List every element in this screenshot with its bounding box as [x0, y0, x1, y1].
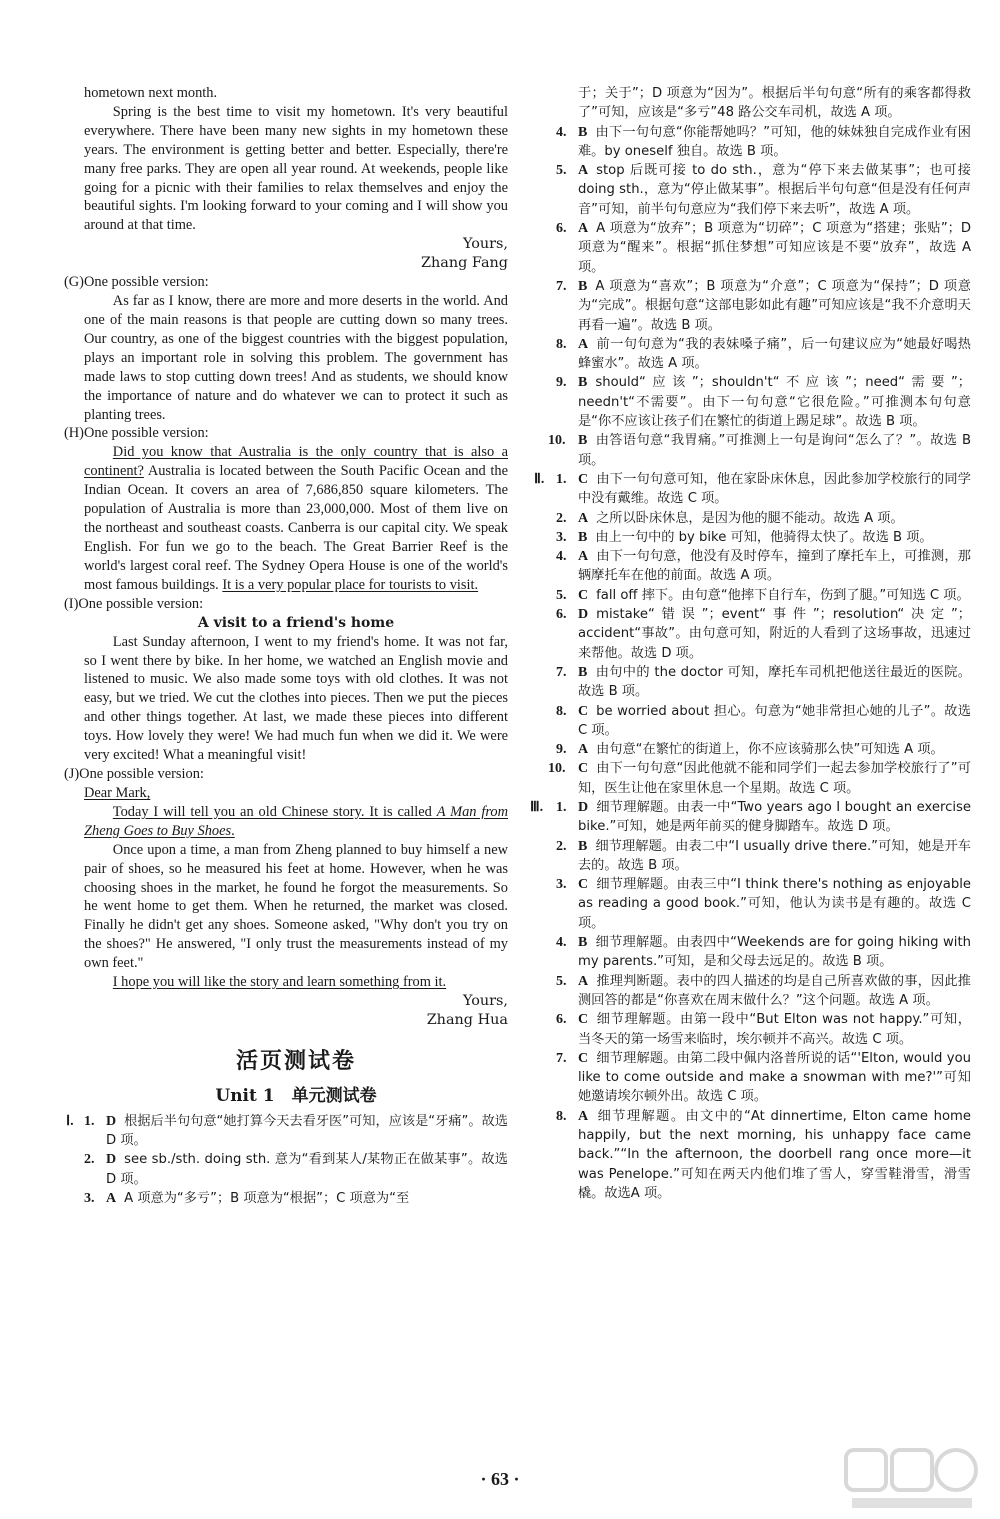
- answer-item: [556, 547, 971, 586]
- answer-key: A: [578, 742, 589, 758]
- essay-j-p3: I hope you will like the story and learn something from it.: [112, 974, 447, 991]
- answer-item: [548, 431, 971, 470]
- essay-i-paragraph: Last Sunday afternoon, I went to my friend's home. It was not far, so I went there by bike. In her home, we watched an English movie and listened to music. We also made some toys with old clothes. It was not easy, but we tried. We cut the clothes into pieces. Then we put the pieces and other things together. At last, we made these pieces into different toys. How lovely they were! We had much fun when we did it. We were very excited! What a meaningful visit!: [84, 633, 508, 764]
- answer-key: C: [578, 761, 589, 777]
- answer-explanation: 之所以卧床休息，是因为他的腿不能动。故选 A 项。: [596, 510, 904, 526]
- answer-number: 6.: [556, 221, 567, 237]
- answer-explanation: 由答语句意“我胃痛。”可推测上一句是询问“怎么了？”。故选 B 项。: [578, 433, 971, 468]
- answer-key: D: [106, 1113, 117, 1129]
- section-3-numeral: Ⅲ.: [530, 799, 544, 815]
- essay-j-p1-a: Today I will tell you an old Chinese story. It is called: [112, 803, 437, 820]
- essay-h-paragraph: [84, 443, 508, 594]
- signature-closing: Yours,: [462, 992, 508, 1009]
- answer-explanation: see sb./sth. doing sth. 意为“看到某人/某物正在做某事”。故选 D 项。: [106, 1152, 508, 1187]
- section-2-numeral: Ⅱ.: [534, 471, 545, 487]
- answer-number: 1.: [84, 1113, 95, 1129]
- answer-number: 10.: [548, 433, 566, 449]
- answer-explanation: should“应该”；shouldn't“不应该”；need“需要”；needn't“不需要”。由下一句句意“它很危险。”可推测本句句意是“你不应该让孩子们在繁忙的街道上踢足球”。故选 B 项。: [578, 375, 971, 430]
- essay-i: [84, 633, 508, 765]
- answer-explanation: 由上一句中的 by bike 可知，他骑得太快了。故选 B 项。: [595, 529, 933, 545]
- essay-h-label: (H)One possible version:: [64, 425, 209, 442]
- answer-explanation: 根据后半句句意“她打算今天去看牙医”可知，应该是“牙痛”。故选 D 项。: [106, 1113, 508, 1149]
- answer-number: 1.: [556, 799, 567, 815]
- essay-g-label: (G)One possible version:: [64, 274, 209, 291]
- answer-key: B: [578, 124, 588, 140]
- answer-key: C: [578, 1012, 589, 1028]
- answer-explanation: be worried about 担心。句意为“她非常担心她的儿子”。故选 C 项。: [578, 703, 971, 738]
- answer-item: [556, 277, 971, 335]
- answer-explanation: A 项意为“放弃”；B 项意为“切碎”；C 项意为“搭建；张贴”；D 项意为“醒来”。根据“抓住梦想”可知应该是不要“放弃”，故选 A 项。: [578, 221, 971, 275]
- answer-stamp-icon: [842, 1444, 982, 1514]
- answer-number: 4.: [556, 549, 567, 565]
- answer-key: A: [578, 1108, 589, 1124]
- answer-explanation: fall off 摔下。由句意“他摔下自行车，伤到了腿。”可知选 C 项。: [596, 587, 970, 603]
- answer-explanation: 细节理解题。由表四中“Weekends are for going hiking with my parents.”可知，是和父母去远足的。故选 B 项。: [578, 935, 971, 970]
- answer-explanation: 前一句句意为“我的表妹嗓子痛”，后一句建议应为“她最好喝热蜂蜜水”。故选 A 项。: [578, 336, 971, 372]
- answer-number: 2.: [556, 838, 567, 854]
- answer-explanation: A 项意为“多亏”；B 项意为“根据”；C 项意为“至: [124, 1190, 410, 1206]
- answer-number: 7.: [556, 664, 567, 680]
- answer-explanation: 细节理解题。由第一段中“But Elton was not happy.”可知，当冬天的第一场雪来临时，埃尔顿并不高兴。故选 C 项。: [578, 1012, 971, 1047]
- essay-j-story-title: A Man from Zheng Goes to Buy Shoes: [84, 803, 508, 839]
- answer-key: C: [578, 877, 589, 893]
- essay-f-line-1: hometown next month.: [84, 85, 218, 101]
- answer-number: 7.: [556, 1050, 567, 1066]
- essay-f-paragraph: Spring is the best time to visit my hometown. It's very beautiful everywhere. There have been many new sights in my hometown these years. The environment is getting better and better. Especially, there're many free parks. They are open all year round. At weekends, people like going for a picnic with their families to relax themselves and enjoy the beautiful sights. I'm looking forward to your coming and I will show you around at that time.: [84, 103, 508, 234]
- answer-number: 1.: [556, 471, 567, 487]
- essay-h-underlined-open: Did you know that Australia is the only country that is also a continent?: [84, 444, 508, 480]
- answer-item: [556, 509, 971, 528]
- answer-number: 9.: [556, 742, 567, 758]
- answer-explanation: 由下一句句意“因此他就不能和同学们一起去参加学校旅行了”可知，医生让他在家里休息一个星期。故选 C 项。: [578, 761, 971, 796]
- answer-item: [556, 837, 971, 876]
- essay-j-paragraph-2: Once upon a time, a man from Zheng planned to buy himself a new pair of shoes, so he measured his feet at home. However, when he was choosing shoes in the market, he found he forgot the measurements. So he went home to get them. When he returned, the market was closed. Finally he didn't get any shoes. Someone asked, "Why don't you try on the shoes?" He answered, "I only trust the measurements instead of my own feet.": [84, 841, 508, 972]
- signature-name: Zhang Hua: [426, 1011, 508, 1028]
- answer-item: [556, 740, 971, 759]
- answer-item: [556, 605, 971, 663]
- answer-key: D: [578, 607, 589, 623]
- essay-g: [84, 292, 508, 424]
- answer-number: 2.: [556, 510, 567, 526]
- page-number: · 63 ·: [480, 1469, 520, 1489]
- answer-item: [556, 470, 971, 509]
- answer-key: B: [578, 278, 588, 294]
- answer-key: A: [106, 1190, 117, 1206]
- answer-item: [548, 759, 971, 798]
- answer-number: 5.: [556, 973, 567, 989]
- answer-key: C: [578, 471, 589, 487]
- answer-item: [556, 972, 971, 1011]
- answer-key: B: [578, 375, 588, 391]
- essay-h: [84, 443, 508, 594]
- section-1-numeral: Ⅰ.: [66, 1113, 74, 1129]
- answer-item: [556, 528, 971, 547]
- answer-key: B: [578, 935, 588, 951]
- answer-explanation: 细节理解题。由表二中“I usually drive there.”可知，她是开车去的。故选 B 项。: [578, 838, 971, 873]
- essay-j-paragraph-3: [84, 973, 508, 992]
- answer-item: [556, 161, 971, 219]
- left-column: [64, 84, 508, 1208]
- answer-item: [84, 1150, 508, 1189]
- answer-number: 6.: [556, 607, 567, 623]
- answer-key: A: [578, 510, 589, 526]
- answer-key: C: [578, 1050, 589, 1066]
- answer-number: 2.: [84, 1152, 95, 1168]
- answer-key: C: [578, 587, 589, 603]
- section-title: 活页测试卷: [235, 1048, 356, 1074]
- answer-number: 9.: [556, 375, 567, 391]
- answer-explanation: stop 后既可接 to do sth.，意为“停下来去做某事”；也可接 doing sth.，意为“停止做某事”。根据后半句句意“但是没有任何声音”可知，前半句句意应为“我们停下来去听”，故选 A 项。: [578, 163, 971, 217]
- essay-h-underlined-close: It is a very popular place for tourists to visit.: [222, 576, 479, 593]
- answer-key: A: [578, 549, 589, 565]
- answer-item: [556, 586, 971, 605]
- answer-explanation: 细节理解题。由第二段中佩内洛普所说的话“'Elton, would you like to come outside and make a snowman with me?'”可知她邀请埃尔顿外出。故选 C 项。: [578, 1050, 971, 1105]
- answer-explanation: 推理判断题。表中的四人描述的均是自己所喜欢做的事，因此推测回答的都是“你喜欢在周末做什么？”这个问题。故选 A 项。: [578, 973, 971, 1008]
- signature-name: Zhang Fang: [421, 255, 508, 272]
- answer-item: [556, 933, 971, 972]
- answer-key: B: [578, 433, 588, 449]
- answer-number: 10.: [548, 761, 566, 777]
- section-1-part-a: [66, 1112, 508, 1208]
- answer-number: 6.: [556, 1012, 567, 1028]
- answer-item: [556, 663, 971, 702]
- answer-number: 4.: [556, 124, 567, 140]
- essay-i-label: (I)One possible version:: [64, 595, 204, 612]
- section-3: [530, 798, 971, 1203]
- answer-item: [556, 123, 971, 162]
- answer-explanation: 由句意“在繁忙的街道上，你不应该骑那么快”可知选 A 项。: [596, 742, 944, 758]
- answer-key: A: [578, 221, 589, 237]
- essay-f-signature: [84, 235, 508, 273]
- answer-explanation: A 项意为“喜欢”；B 项意为“介意”；C 项意为“保持”；D 项意为“完成”。根据句意“这部电影如此有趣”可知应该是“我不介意明天再看一遍”。故选 B 项。: [578, 278, 971, 333]
- answer-explanation: 由下一句句意可知，他在家卧床休息，因此参加学校旅行的同学中没有戴维。故选 C 项。: [578, 471, 971, 507]
- answer-explanation: 由下一句句意“你能帮她吗？”可知，他的妹妹独自完成作业有困难。by oneself 独自。故选 B 项。: [578, 124, 971, 159]
- answer-number: 3.: [556, 877, 567, 893]
- essay-j-greeting-line: [84, 784, 508, 803]
- answer-key: C: [578, 703, 589, 719]
- answer-item: [84, 1189, 508, 1208]
- answer-explanation: 由句中的 the doctor 可知，摩托车司机把他送往最近的医院。故选 B 项。: [578, 664, 971, 700]
- answer-key: B: [578, 664, 588, 680]
- answer-key: D: [578, 799, 589, 815]
- answer-key: A: [578, 336, 589, 352]
- essay-j-greeting: Dear Mark,: [84, 785, 151, 801]
- answer-explanation: 由下一句句意，他没有及时停车，撞到了摩托车上，可推测，那辆摩托车在他的前面。故选 A 项。: [578, 549, 971, 584]
- answer-item: [556, 335, 971, 374]
- answer-key: D: [106, 1152, 117, 1168]
- essay-j-paragraph-1: [84, 803, 508, 841]
- answer-item: [556, 875, 971, 933]
- essay-j: [84, 784, 508, 992]
- answer-number: 7.: [556, 278, 567, 294]
- essay-j-signature: [84, 992, 508, 1030]
- answer-number: 8.: [556, 703, 567, 719]
- answer-item: [556, 373, 971, 431]
- signature-closing: Yours,: [462, 236, 508, 253]
- section-1-part-b: [548, 123, 971, 470]
- essay-h-body: Australia is located between the South Pacific Ocean and the Indian Ocean. It covers an area of 7,686,850 square kilometers. The population of Australia is more than 23,000,000. Most of them live on the northeast and southeast coasts. Canberra is our capital city. We speak English. For fun we go to the beach. The Great Barrier Reef is the world's largest coral reef. The Sydney Opera House is one of the world's most famous buildings.: [84, 463, 508, 593]
- answer-number: 3.: [556, 529, 567, 545]
- essay-j-p1-b: .: [231, 822, 235, 839]
- section-2: [534, 470, 971, 798]
- answer-number: 5.: [556, 587, 567, 603]
- answer-explanation: 细节理解题。由表一中“Two years ago I bought an exercise bike.”可知，她是两年前买的健身脚踏车。故选 D 项。: [578, 799, 971, 835]
- answer-item: [556, 798, 971, 837]
- essay-g-paragraph: As far as I know, there are more and more deserts in the world. And one of the main reasons is that people are cutting down so many trees. Our country, as one of the biggest countries with the biggest population, plays an important role in solving this problem. The government has made laws to stop cutting down trees! And as students, we should know the importance of nature and do whatever we can to protect it such as planting trees.: [84, 293, 508, 423]
- answer-number: 8.: [556, 1108, 567, 1124]
- answer-item: [556, 1107, 971, 1203]
- answer-explanation: 细节理解题。由表三中“I think there's nothing as enjoyable as reading a good book.”可知，他认为读书是有趣的。故选 C 项。: [578, 877, 971, 931]
- essay-j-label: (J)One possible version:: [64, 766, 204, 782]
- answer-key: A: [578, 163, 589, 179]
- essay-f-end: [84, 84, 508, 235]
- answer-item: [556, 219, 971, 277]
- answer-item: [556, 1010, 971, 1049]
- unit-title: Unit 1 单元测试卷: [215, 1085, 377, 1106]
- answer-item: [84, 1112, 508, 1151]
- answer-item: [556, 1049, 971, 1107]
- answer-number: 8.: [556, 336, 567, 352]
- answer-number: 3.: [84, 1190, 95, 1206]
- answer-explanation: 细节理解题。由文中的“At dinnertime, Elton came home happily, but the next morning, his unhappy face came back.”“In the afternoon, the doorbell rang once more—it was Penelope.”可知在两天内他们堆了雪人，穿雪鞋滑雪，滑雪橇。故选A 项。: [578, 1108, 971, 1201]
- essay-i-title: A visit to a friend's home: [197, 614, 395, 631]
- answer-key: A: [578, 973, 589, 989]
- answer-item: [556, 702, 971, 741]
- answer-continuation: 于；关于”；D 项意为“因为”。根据后半句句意“所有的乘客都得救了”可知，应该是“多亏”48 路公交车司机，故选 A 项。: [578, 86, 971, 121]
- right-column: [530, 84, 971, 1203]
- answer-number: 4.: [556, 935, 567, 951]
- answer-number: 5.: [556, 163, 567, 179]
- answer-key: B: [578, 838, 588, 854]
- answer-key: B: [578, 529, 588, 545]
- answer-explanation: mistake“错误”；event“事件”；resolution“决定”；accident“事故”。由句意可知，附近的人看到了这场事故，迅速过来帮他。故选 D 项。: [578, 607, 971, 661]
